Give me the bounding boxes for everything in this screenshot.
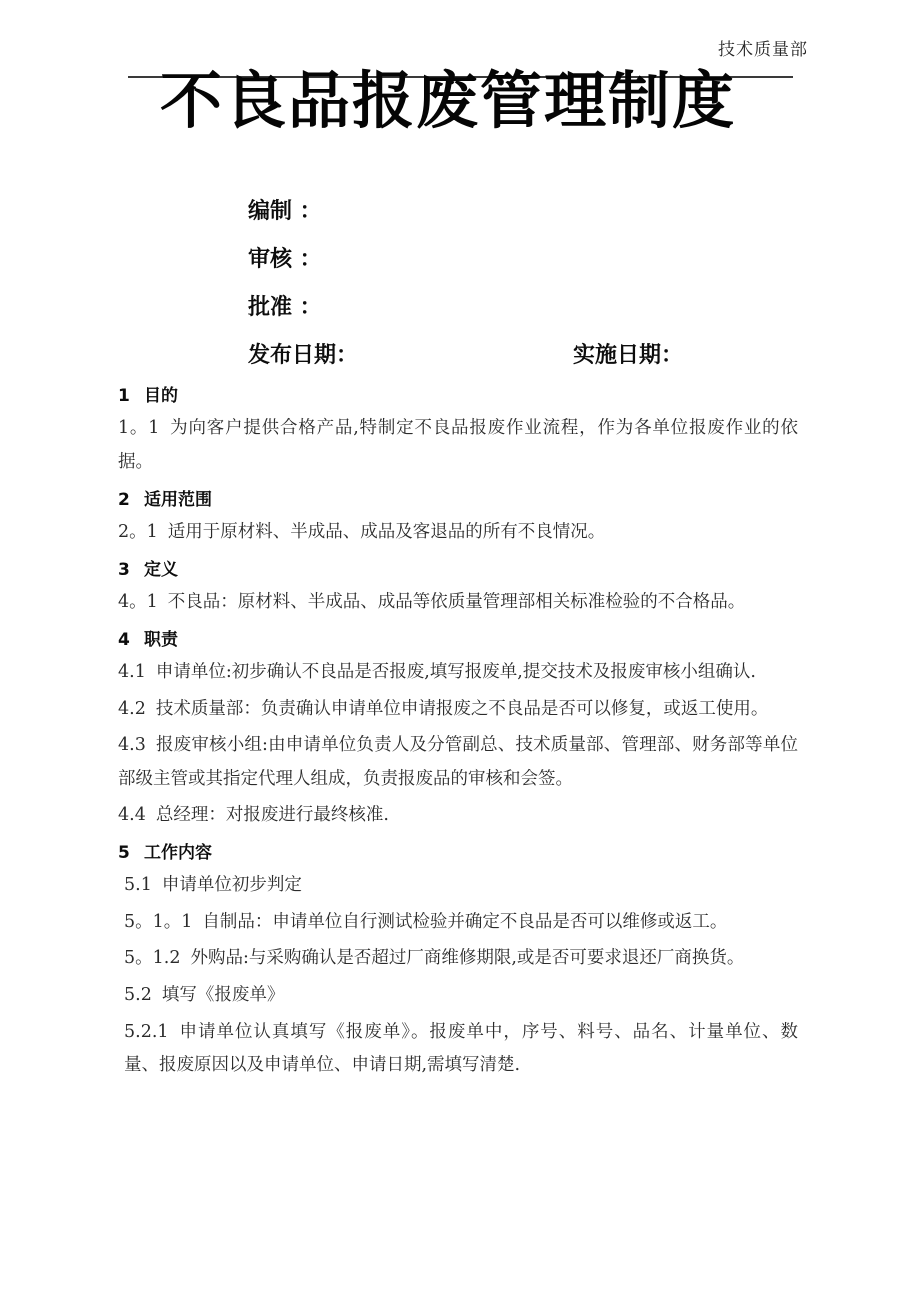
approved-by-label: 批准 ： [248, 295, 322, 320]
item-text: 适用于原材料、半成品、成品及客退品的所有不良情况。 [167, 521, 606, 542]
item-number: 1。1 [118, 418, 160, 439]
section-spacer [118, 1086, 798, 1093]
item-number: 5。1.2 [124, 948, 181, 969]
item-number: 4.1 [118, 661, 146, 682]
section-heading [118, 490, 798, 510]
section-spacer [118, 483, 798, 490]
department-header: 技术质量部 [718, 40, 808, 60]
item-number: 4.3 [118, 735, 146, 756]
section-item [118, 942, 798, 976]
item-text: 自制品：申请单位自行测试检验并确定不良品是否可以维修或返工。 [202, 911, 728, 932]
section-number: 5 [118, 842, 130, 863]
section-item [118, 979, 798, 1013]
section-number: 1 [118, 386, 130, 406]
section-number: 4 [118, 629, 130, 650]
issue-date-label: 发布日期： [248, 343, 359, 368]
item-text: 申请单位认真填写《报废单》。报废单中，序号、料号、品名、计量单位、数量、报废原因以及申请单位、申请日期,需填写清楚. [124, 1021, 798, 1076]
item-text: 外购品:与采购确认是否超过厂商维修期限,或是否可要求退还厂商换货。 [190, 948, 745, 969]
section-item [118, 656, 798, 690]
item-text: 不良品：原材料、半成品、成品等依质量管理部相关标准检验的不合格品。 [167, 591, 746, 612]
item-text: 报废审核小组:由申请单位负责人及分管副总、技术质量部、管理部、财务部等单位部级主管或其指定代理人组成，负责报废品的审核和会签。 [118, 735, 798, 789]
section-item [118, 693, 798, 727]
document-body [118, 386, 798, 1093]
section-item [118, 412, 798, 479]
section-title: 工作内容 [144, 842, 212, 863]
item-number: 5.2.1 [124, 1021, 169, 1042]
prepared-by-label: 编制 ： [248, 199, 322, 224]
section-heading [118, 560, 798, 580]
section-number: 2 [118, 489, 130, 510]
section-item [118, 586, 798, 620]
section-spacer [118, 836, 798, 843]
section-item [118, 516, 798, 550]
reviewed-by-label: 审核 ： [248, 247, 322, 272]
effective-date-label: 实施日期： [573, 343, 684, 368]
section-number: 3 [118, 559, 130, 580]
item-number: 4。1 [118, 591, 158, 612]
section-title: 职责 [144, 629, 178, 650]
item-text: 申请单位:初步确认不良品是否报废,填写报废单,提交技术及报废审核小组确认. [155, 661, 756, 682]
item-number: 5.2 [124, 985, 152, 1006]
reviewed-by-row [248, 236, 848, 284]
section-title: 适用范围 [144, 489, 212, 510]
document-title: 不良品报废管理制度 [160, 64, 737, 137]
section-item [118, 799, 798, 833]
item-number: 4.2 [118, 698, 146, 719]
section-title: 定义 [144, 559, 178, 580]
item-text: 总经理：对报废进行最终核准. [155, 805, 389, 826]
item-number: 2。1 [118, 521, 158, 542]
section-item [118, 869, 798, 903]
item-text: 技术质量部：负责确认申请单位申请报废之不良品是否可以修复，或返工使用。 [155, 698, 769, 719]
title-block [0, 66, 920, 144]
section-heading [118, 630, 798, 650]
section-item [118, 729, 798, 796]
item-text: 为向客户提供合格产品,特制定不良品报废作业流程，作为各单位报废作业的依据。 [118, 418, 798, 472]
item-text: 填写《报废单》 [161, 985, 285, 1006]
section-spacer [118, 623, 798, 630]
section-item [118, 906, 798, 940]
approved-by-row [248, 284, 848, 332]
section-heading [118, 843, 798, 863]
prepared-by-row [248, 188, 848, 236]
section-item [118, 1016, 798, 1083]
section-heading [118, 386, 798, 406]
item-text: 申请单位初步判定 [161, 875, 302, 896]
section-title: 目的 [144, 386, 178, 406]
section-spacer [118, 553, 798, 560]
dates-row [248, 332, 848, 380]
item-number: 5.1 [124, 875, 152, 896]
item-number: 5。1。1 [124, 911, 193, 932]
item-number: 4.4 [118, 805, 146, 826]
signature-block [248, 188, 848, 380]
